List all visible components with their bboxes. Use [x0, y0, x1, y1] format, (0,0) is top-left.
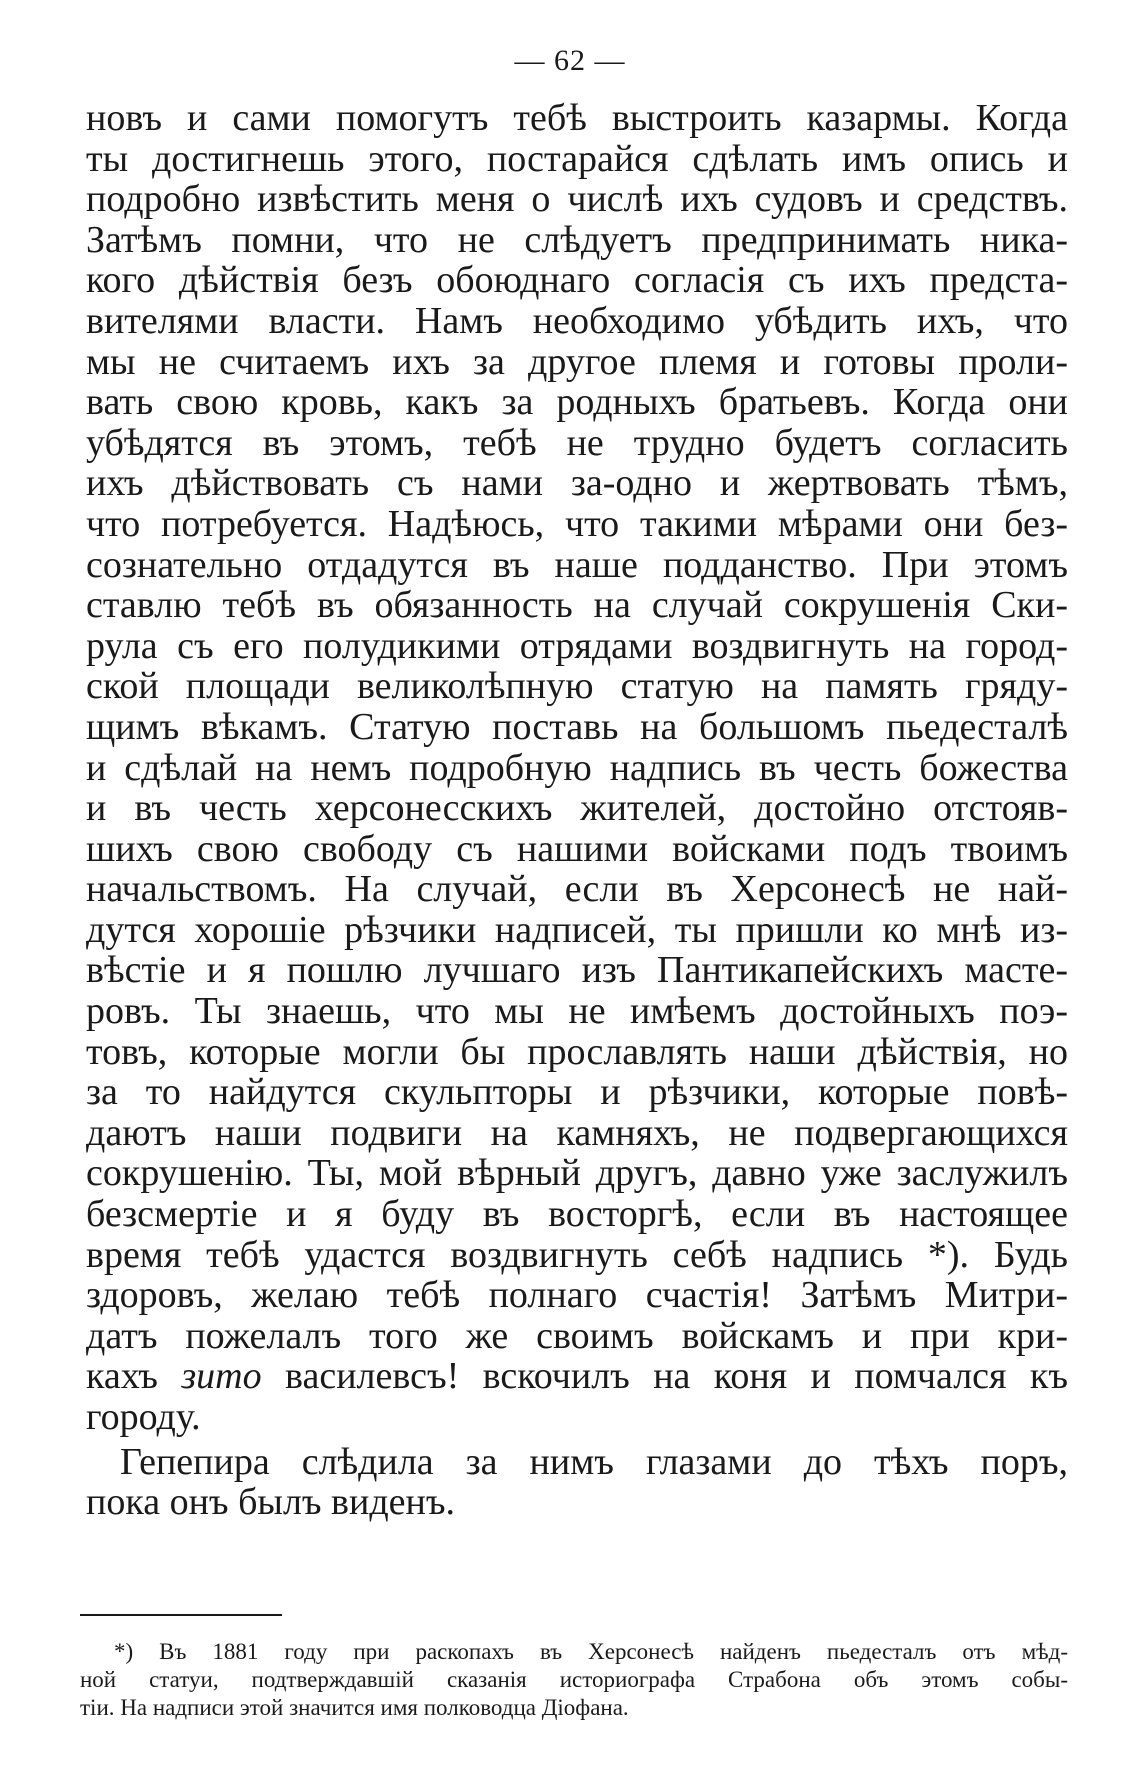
text-segment: кахъ	[86, 1355, 158, 1398]
text-line: шихъ свою свободу съ нашими войсками подъ твоимъ	[86, 827, 1068, 870]
main-text	[86, 98, 1068, 1523]
italic-word: зито	[181, 1355, 262, 1398]
text-line: сознательно отдадутся въ наше подданство. При этомъ	[86, 543, 1068, 586]
text-line-with-italic	[86, 1356, 1068, 1397]
text-line: здоровъ, желаю тебѣ полнаго счастія! Затѣмъ Митри-	[86, 1274, 1068, 1317]
text-line: Затѣмъ помни, что не слѣдуетъ предпринимать ника-	[86, 218, 1068, 261]
text-line: ровъ. Ты знаешь, что мы не имѣемъ достойныхъ поэ-	[86, 990, 1068, 1033]
text-segment: василевсъ! вскочилъ на коня и помчался къ	[285, 1355, 1069, 1398]
text-line: ихъ дѣйствовать съ нами за-одно и жертвовать тѣмъ,	[86, 462, 1068, 505]
paragraph-end-line: городу.	[86, 1396, 201, 1438]
text-line: товъ, которые могли бы прославлять наши дѣйствія, но	[86, 1030, 1068, 1073]
text-line: что потребуется. Надѣюсь, что такими мѣрами они без-	[86, 502, 1068, 545]
text-line: время тебѣ удастся воздвигнуть себѣ надпись *). Будь	[86, 1233, 1068, 1276]
text-line: мы не считаемъ ихъ за другое племя и готовы проли-	[86, 340, 1068, 383]
text-line: убѣдятся въ этомъ, тебѣ не трудно будетъ согласить	[86, 421, 1068, 464]
page-number: — 62 —	[514, 44, 626, 77]
text-line: дутся хорошіе рѣзчики надписей, ты пришли ко мнѣ из-	[86, 908, 1068, 951]
footnote	[80, 1638, 1068, 1722]
text-line: вѣстіе и я пошлю лучшаго изъ Пантикапейскихъ масте-	[86, 949, 1068, 992]
text-line: вать свою кровь, какъ за родныхъ братьевъ. Когда они	[86, 381, 1068, 424]
text-line: щимъ вѣкамъ. Статую поставь на большомъ пьедесталѣ	[86, 705, 1068, 748]
text-line: датъ пожелалъ того же своимъ войскамъ и при кри-	[86, 1314, 1068, 1357]
footnote-line: ной статуи, подтверждавшій сказанія историографа Страбона объ этомъ собы-	[80, 1667, 1068, 1692]
text-line: кого дѣйствія безъ обоюднаго согласія съ ихъ предста-	[86, 259, 1068, 302]
text-line: ставлю тебѣ въ обязанность на случай сокрушенія Ски-	[86, 584, 1068, 627]
text-line: безсмертіе и я буду въ восторгѣ, если въ настоящее	[86, 1193, 1068, 1236]
text-line: подробно извѣстить меня о числѣ ихъ судовъ и средствъ.	[86, 178, 1068, 221]
text-line: ты достигнешь этого, постарайся сдѣлать имъ опись и	[86, 137, 1068, 180]
text-line: и въ честь херсонесскихъ жителей, достойно отстояв-	[86, 787, 1068, 830]
text-line: начальствомъ. На случай, если въ Херсонесѣ не най-	[86, 868, 1068, 911]
text-line: за то найдутся скульпторы и рѣзчики, которые повѣ-	[86, 1071, 1068, 1114]
footnote-line: *) Въ 1881 году при раскопахъ въ Херсонесѣ найденъ пьедесталъ отъ мѣд-	[114, 1639, 1068, 1664]
footnote-line: тіи. На надписи этой значится имя полководца Діофана.	[80, 1695, 629, 1720]
text-line: рула съ его полудикими отрядами воздвигнуть на город-	[86, 624, 1068, 667]
text-line: ской площади великолѣпную статую на память гряду-	[86, 665, 1068, 708]
text-line: даютъ наши подвиги на камняхъ, не подвергающихся	[86, 1111, 1068, 1154]
text-line: новъ и сами помогутъ тебѣ выстроить казармы. Когда	[86, 97, 1068, 139]
text-line: сокрушенію. Ты, мой вѣрный другъ, давно уже заслужилъ	[86, 1152, 1068, 1195]
paragraph-end-line: пока онъ былъ виденъ.	[86, 1481, 456, 1524]
footnote-divider	[80, 1614, 282, 1616]
text-line: вителями власти. Намъ необходимо убѣдить ихъ, что	[86, 299, 1068, 342]
text-line: и сдѣлай на немъ подробную надпись въ честь божества	[86, 746, 1068, 789]
paragraph-start-line: Гепепира слѣдила за нимъ глазами до тѣхъ поръ,	[120, 1440, 1068, 1483]
